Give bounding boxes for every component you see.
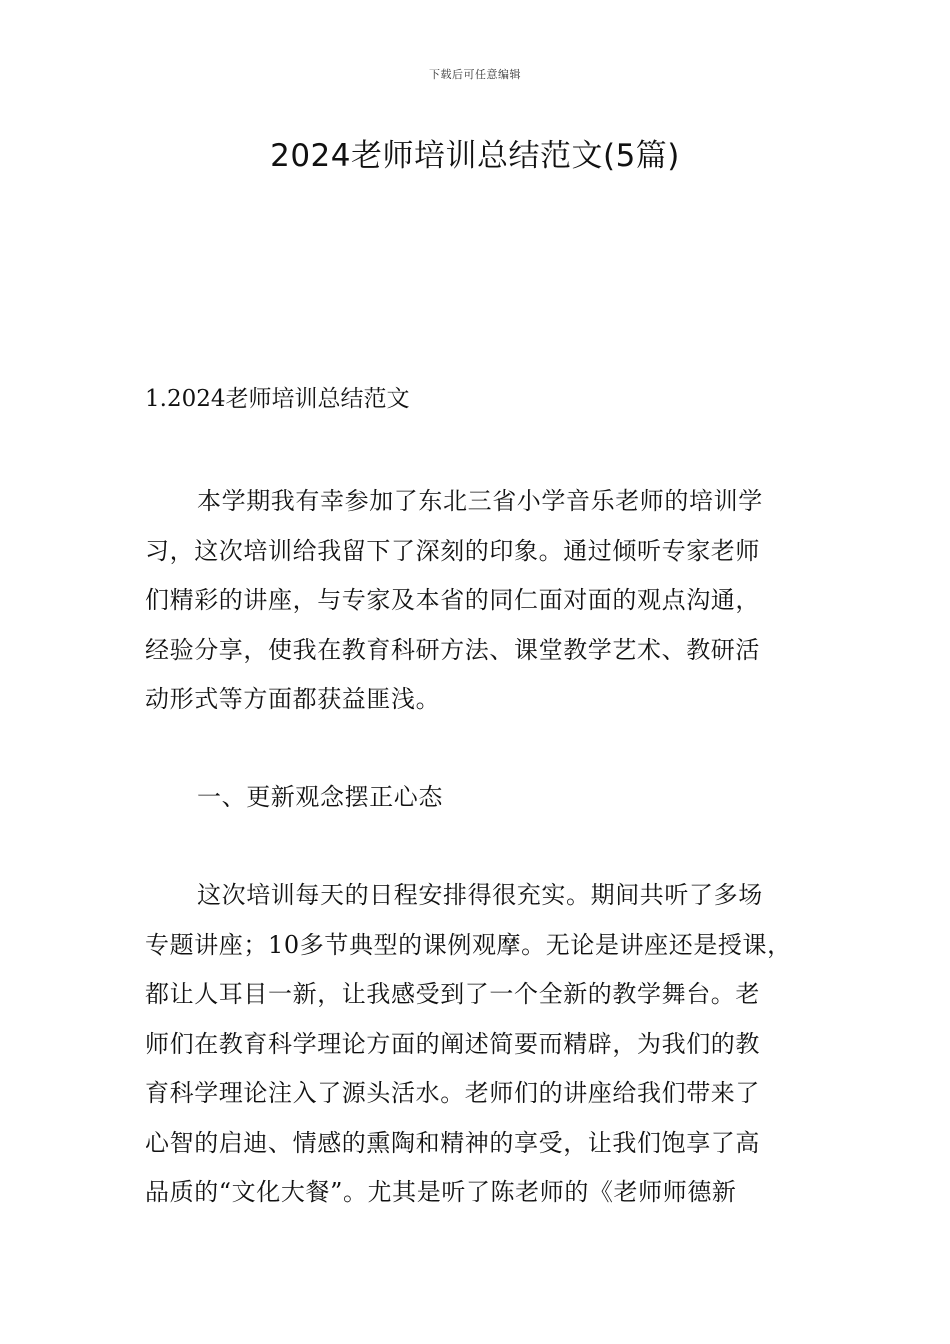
paragraph-line: 这次培训每天的日程安排得很充实。期间共听了多场: [197, 881, 763, 909]
header-note: 下载后可任意编辑: [429, 68, 521, 81]
paragraph-2: [145, 871, 835, 1218]
paragraph-line: 品质的“文化大餐”。尤其是听了陈老师的《老师师德新: [145, 1178, 737, 1206]
paragraph-line: 们精彩的讲座，与专家及本省的同仁面对面的观点沟通，: [145, 586, 760, 614]
paragraph-line: 育科学理论注入了源头活水。老师们的讲座给我们带来了: [145, 1079, 760, 1107]
paragraph-line: 专题讲座；10多节典型的课例观摩。无论是讲座还是授课，: [145, 930, 792, 959]
paragraph-line: 师们在教育科学理论方面的阐述简要而精辟，为我们的教: [145, 1029, 760, 1058]
paragraph-line: 习，这次培训给我留下了深刻的印象。通过倾听专家老师: [145, 536, 760, 565]
section-heading: 1.2024老师培训总结范文: [145, 386, 410, 412]
document-title: 2024老师培训总结范文(5篇): [270, 138, 680, 174]
paragraph-1: [145, 477, 835, 725]
paragraph-line: 心智的启迪、情感的熏陶和精神的享受，让我们饱享了高: [145, 1128, 760, 1157]
subheading-update-concepts: 一、更新观念摆正心态: [197, 783, 443, 811]
paragraph-line: 本学期我有幸参加了东北三省小学音乐老师的培训学: [197, 487, 763, 515]
paragraph-line: 都让人耳目一新，让我感受到了一个全新的教学舞台。老: [145, 980, 760, 1008]
paragraph-line: 动形式等方面都获益匪浅。: [145, 685, 441, 713]
paragraph-line: 经验分享，使我在教育科研方法、课堂教学艺术、教研活: [145, 635, 760, 664]
